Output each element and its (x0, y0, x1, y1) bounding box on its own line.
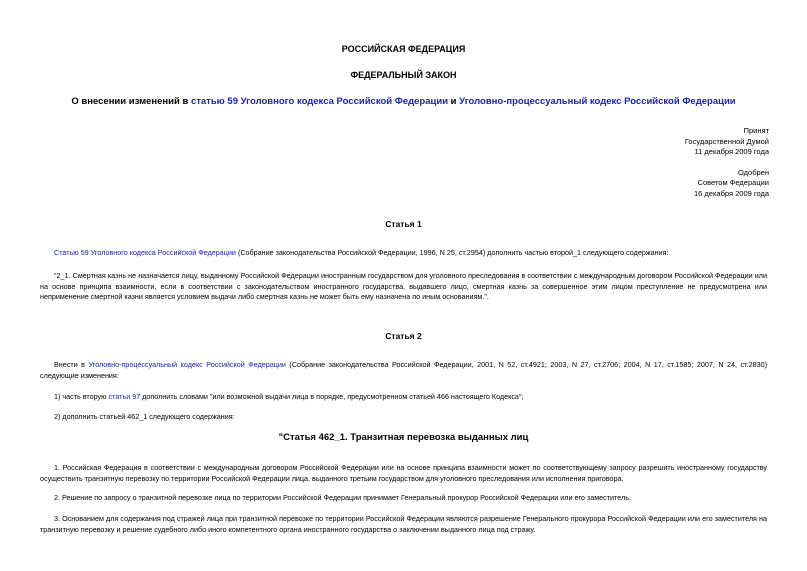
adoption-block (560, 126, 769, 200)
criminal-procedure-code-link[interactable]: Уголовно-процессуальный кодекс Российской Федерации (459, 96, 736, 107)
article1-paragraph1: Статью 59 Уголовного кодекса Российской Федерации (Собрание законодательства Российской Федерации, 1996, N 25, ст.2954) дополнить частью второй_1 следующего содержания: (54, 248, 669, 257)
accepted-by: Государственной Думой (684, 136, 769, 146)
article2-item1: 1) часть вторую статьи 97 дополнить словами "или возможной выдачи лица в порядке, предусмотренном статьей 466 настоящего Кодекса"; (54, 392, 524, 401)
country-heading: РОССИЙСКАЯ ФЕДЕРАЦИЯ (341, 44, 466, 54)
criminal-code-article-link[interactable]: статью 59 Уголовного кодекса Российской Федерации (190, 96, 449, 107)
article462-heading: "Статья 462_1. Транзитная перевозка выданных лиц (278, 432, 529, 443)
accepted-date: 11 декабря 2009 года (694, 147, 769, 157)
approved-label: Одобрен (738, 167, 769, 177)
approved-date: 16 декабря 2009 года (693, 188, 769, 198)
article97-link[interactable]: статьи 97 (108, 392, 141, 401)
article1-paragraph2: "2_1. Смертная казнь не назначается лицу, выданному Российской Федерации иностранным государством для уголовного преследования в соответствии с международным договором Российской Федерации или на основе принципа взаимности, если в соответствии с законодательством иностранного государства, выдавшего лицо, смертная казнь за совершенное этим лицом преступление не предусмотрена или неприменение смертной казни является условием выдачи либо смертная казнь не может быть ему назначена по иным основаниям.". (40, 271, 767, 301)
title-middle: и (448, 96, 460, 107)
upk-link[interactable]: Уголовно-процессуальный кодекс Российской Федерации (88, 360, 286, 369)
article2-paragraph1: Внести в Уголовно-процессуальный кодекс Российской Федерации (Собрание законодательства Российской Федерации, 2001, N 52, ст.4921; 2003, N 27, ст.2706; 2004, N 17, ст.1585; 2007, N 24, ст.2830) следующие изменения: (40, 360, 767, 380)
article59-link[interactable]: Статью 59 Уголовного кодекса Российской Федерации (54, 248, 236, 257)
article2-heading: Статья 2 (385, 331, 422, 341)
article462-point3: 3. Основанием для содержания под стражей лица при транзитной перевозке по территории Российской Федерации являются разрешение Генерального прокурора Российской Федерации или его заместителя на транзитную перевозку и решение судебного либо иного компетентного органа иностранного государства о заключении выданного лица под стражу. (40, 514, 767, 534)
article462-point2: 2. Решение по запросу о транзитной перевозке лица по территории Российской Федерации принимает Генеральный прокурор Российской Федерации или его заместитель. (54, 493, 631, 502)
title-prefix: О внесении изменений в (71, 96, 191, 107)
accepted-label: Принят (743, 126, 769, 135)
article1-heading: Статья 1 (385, 219, 422, 229)
article462-point1: 1. Российская Федерация в соответствии с международным договором Российской Федерации или на основе принципа взаимности может по соответствующему запросу разрешить иностранному государству осуществить транзитную перевозку по территории Российской Федерации лица, выданного третьим государством для уголовного преследования или исполнения приговора. (40, 463, 767, 483)
doc-type-heading: ФЕДЕРАЛЬНЫЙ ЗАКОН (350, 70, 457, 80)
approved-by: Советом Федерации (697, 178, 769, 188)
article2-item2: 2) дополнить статьей 462_1 следующего содержания: (54, 412, 235, 421)
law-title (40, 96, 767, 107)
